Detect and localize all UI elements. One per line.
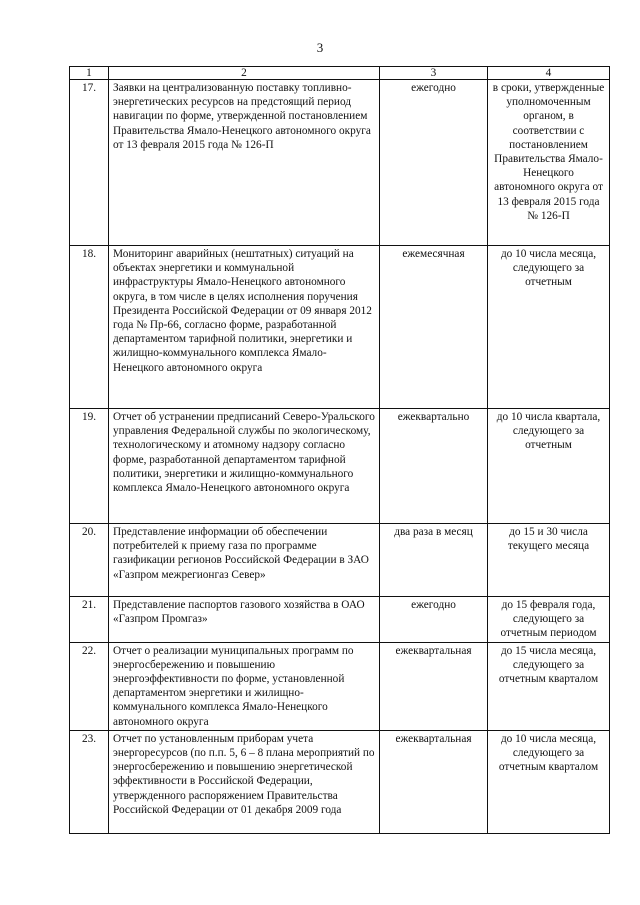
- row-frequency: ежегодно: [380, 80, 488, 246]
- row-description: Заявки на централизованную поставку топливно-энергетических ресурсов на предстоящий период навигации по форме, утвержденной постановлением Правительства Ямало-Ненецкого автономного округа от 13 февраля 2015 года № 126-П: [109, 80, 380, 246]
- row-description: Представление паспортов газового хозяйства в ОАО «Газпром Промгаз»: [109, 597, 380, 643]
- header-col-1: 1: [70, 67, 109, 80]
- row-frequency: ежемесячная: [380, 246, 488, 409]
- row-frequency: ежеквартальная: [380, 730, 488, 833]
- table-row: [70, 80, 610, 246]
- row-deadline: до 10 числа месяца, следующего за отчетным: [488, 246, 610, 409]
- header-col-2: 2: [109, 67, 380, 80]
- row-description: Отчет по установленным приборам учета энергоресурсов (по п.п. 5, 6 – 8 плана мероприятий по энергосбережению и повышению энергетической эффективности в Российской Федерации, утвержденного распоряжением Правительства Российской Федерации от 01 декабря 2009 года: [109, 730, 380, 833]
- row-deadline: до 15 числа месяца, следующего за отчетным кварталом: [488, 642, 610, 730]
- table-row: [70, 642, 610, 730]
- row-number: 20.: [70, 524, 109, 597]
- page-number: 3: [316, 40, 324, 55]
- table-row: [70, 597, 610, 643]
- table-header-row: [70, 67, 610, 80]
- row-number: 19.: [70, 409, 109, 524]
- table-row: [70, 409, 610, 524]
- header-col-4: 4: [488, 67, 610, 80]
- report-table: [69, 66, 610, 834]
- row-frequency: два раза в месяц: [380, 524, 488, 597]
- row-number: 17.: [70, 80, 109, 246]
- row-deadline: до 10 числа квартала, следующего за отчетным: [488, 409, 610, 524]
- row-deadline: до 10 числа месяца, следующего за отчетным кварталом: [488, 730, 610, 833]
- row-deadline: до 15 февраля года, следующего за отчетным периодом: [488, 597, 610, 643]
- row-frequency: ежеквартальная: [380, 642, 488, 730]
- header-col-3: 3: [380, 67, 488, 80]
- row-number: 22.: [70, 642, 109, 730]
- row-description: Отчет об устранении предписаний Северо-Уральского управления Федеральной службы по экологическому, технологическому и атомному надзору согласно форме, разработанной департаментом тарифной политики, энергетики и жилищно-коммунального комплекса Ямало-Ненецкого автономного округа: [109, 409, 380, 524]
- row-number: 23.: [70, 730, 109, 833]
- table-row: [70, 246, 610, 409]
- table-row: [70, 524, 610, 597]
- row-frequency: ежеквартально: [380, 409, 488, 524]
- row-frequency: ежегодно: [380, 597, 488, 643]
- row-number: 21.: [70, 597, 109, 643]
- row-description: Отчет о реализации муниципальных программ по энергосбережению и повышению энергоэффективности по форме, установленной департаментом энергетики и жилищно-коммунального комплекса Ямало-Ненецкого автономного округа: [109, 642, 380, 730]
- row-number: 18.: [70, 246, 109, 409]
- table-row: [70, 730, 610, 833]
- row-description: Мониторинг аварийных (нештатных) ситуаций на объектах энергетики и коммунальной инфраструктуры Ямало-Ненецкого автономного округа, в том числе в целях исполнения поручения Президента Российской Федерации от 09 января 2012 года № Пр-66, согласно форме, разработанной департаментом тарифной политики, энергетики и жилищно-коммунального комплекса Ямало-Ненецкого автономного округа: [109, 246, 380, 409]
- row-description: Представление информации об обеспечении потребителей к приему газа по программе газификации регионов Российской Федерации в ЗАО «Газпром межрегионгаз Север»: [109, 524, 380, 597]
- row-deadline: до 15 и 30 числа текущего месяца: [488, 524, 610, 597]
- row-deadline: в сроки, утвержденные уполномоченным органом, в соответствии с постановлением Правительства Ямало-Ненецкого автономного округа от 13 февраля 2015 года № 126-П: [488, 80, 610, 246]
